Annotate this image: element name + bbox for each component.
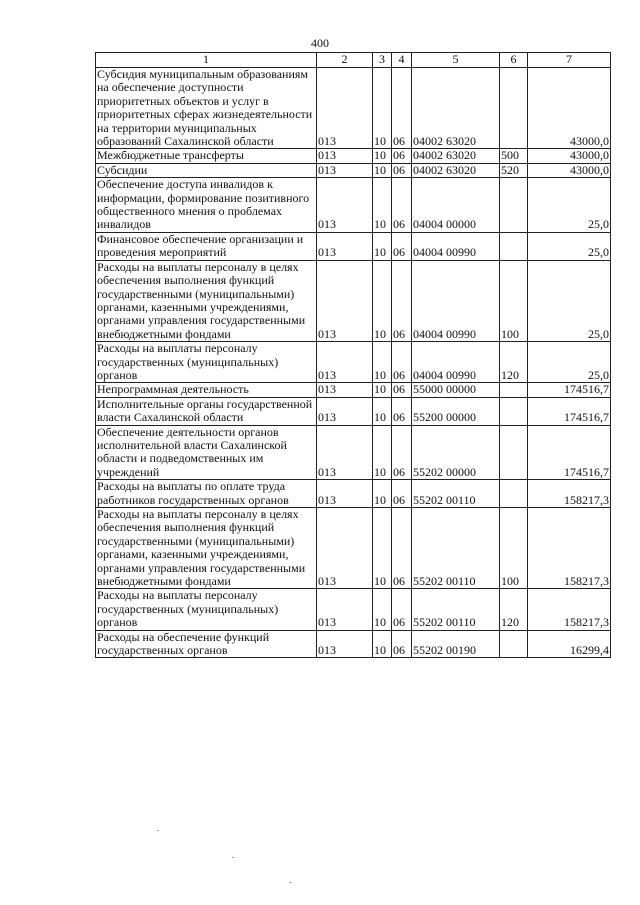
- table-row: [96, 149, 611, 163]
- column-header-expense-type: 6: [500, 53, 528, 68]
- table-row: [96, 178, 611, 233]
- row-section-cell: 10: [373, 383, 392, 397]
- row-department-code-cell: 013: [317, 68, 373, 149]
- row-section-cell: 10: [373, 178, 392, 233]
- column-header-amount: 7: [528, 53, 611, 68]
- row-department-code-cell: 013: [317, 589, 373, 630]
- row-subsection-cell: 06: [392, 178, 412, 233]
- row-name-cell: Непрограммная деятельность: [96, 383, 317, 397]
- row-target-article-cell: 55200 00000: [412, 397, 500, 425]
- row-amount-cell: 25,0: [528, 260, 611, 341]
- row-amount-cell: 174516,7: [528, 383, 611, 397]
- table-row: [96, 630, 611, 658]
- row-name-cell: Расходы на выплаты персоналу государственных (муниципальных) органов: [96, 589, 317, 630]
- table-header-row: [96, 53, 611, 68]
- table-row: [96, 425, 611, 480]
- row-department-code-cell: 013: [317, 342, 373, 383]
- row-subsection-cell: 06: [392, 480, 412, 508]
- row-name-cell: Исполнительные органы государственной власти Сахалинской области: [96, 397, 317, 425]
- row-name-cell: Субсидии: [96, 163, 317, 177]
- scan-speck: [289, 882, 291, 883]
- row-expense-type-cell: 120: [500, 589, 528, 630]
- row-subsection-cell: 06: [392, 342, 412, 383]
- column-header-target-article: 5: [412, 53, 500, 68]
- row-expense-type-cell: [500, 480, 528, 508]
- row-expense-type-cell: 100: [500, 260, 528, 341]
- budget-table: [95, 52, 611, 658]
- column-header-section: 3: [373, 53, 392, 68]
- row-amount-cell: 174516,7: [528, 425, 611, 480]
- row-department-code-cell: 013: [317, 508, 373, 589]
- row-subsection-cell: 06: [392, 589, 412, 630]
- row-section-cell: 10: [373, 232, 392, 260]
- page-number: 400: [311, 36, 329, 50]
- row-expense-type-cell: 500: [500, 149, 528, 163]
- row-department-code-cell: 013: [317, 630, 373, 658]
- row-amount-cell: 25,0: [528, 342, 611, 383]
- row-department-code-cell: 013: [317, 397, 373, 425]
- row-department-code-cell: 013: [317, 149, 373, 163]
- table-row: [96, 260, 611, 341]
- row-target-article-cell: 55202 00110: [412, 480, 500, 508]
- row-department-code-cell: 013: [317, 260, 373, 341]
- row-expense-type-cell: [500, 630, 528, 658]
- row-expense-type-cell: [500, 397, 528, 425]
- row-subsection-cell: 06: [392, 508, 412, 589]
- row-target-article-cell: 55202 00000: [412, 425, 500, 480]
- row-amount-cell: 43000,0: [528, 68, 611, 149]
- table-row: [96, 480, 611, 508]
- row-name-cell: Субсидия муниципальным образованиям на обеспечение доступности приоритетных объектов и услуг в приоритетных сферах жизнедеятельности на территории муниципальных образований Сахалинской области: [96, 68, 317, 149]
- table-row: [96, 232, 611, 260]
- row-target-article-cell: 04004 00990: [412, 260, 500, 341]
- row-target-article-cell: 04002 63020: [412, 68, 500, 149]
- row-section-cell: 10: [373, 589, 392, 630]
- scan-speck: [232, 857, 234, 858]
- table-body: [96, 68, 611, 658]
- row-name-cell: Расходы на выплаты по оплате труда работников государственных органов: [96, 480, 317, 508]
- row-subsection-cell: 06: [392, 68, 412, 149]
- row-expense-type-cell: 520: [500, 163, 528, 177]
- row-section-cell: 10: [373, 149, 392, 163]
- row-expense-type-cell: [500, 425, 528, 480]
- row-department-code-cell: 013: [317, 163, 373, 177]
- row-subsection-cell: 06: [392, 163, 412, 177]
- row-department-code-cell: 013: [317, 383, 373, 397]
- row-section-cell: 10: [373, 425, 392, 480]
- table-row: [96, 508, 611, 589]
- column-header-subsection: 4: [392, 53, 412, 68]
- row-section-cell: 10: [373, 163, 392, 177]
- row-subsection-cell: 06: [392, 260, 412, 341]
- row-expense-type-cell: 120: [500, 342, 528, 383]
- row-department-code-cell: 013: [317, 232, 373, 260]
- row-section-cell: 10: [373, 630, 392, 658]
- row-expense-type-cell: 100: [500, 508, 528, 589]
- table-row: [96, 68, 611, 149]
- row-name-cell: Межбюджетные трансферты: [96, 149, 317, 163]
- row-expense-type-cell: [500, 383, 528, 397]
- row-amount-cell: 43000,0: [528, 149, 611, 163]
- row-target-article-cell: 55202 00190: [412, 630, 500, 658]
- row-amount-cell: 25,0: [528, 178, 611, 233]
- row-subsection-cell: 06: [392, 232, 412, 260]
- table-row: [96, 383, 611, 397]
- row-subsection-cell: 06: [392, 149, 412, 163]
- row-amount-cell: 174516,7: [528, 397, 611, 425]
- row-amount-cell: 158217,3: [528, 589, 611, 630]
- row-section-cell: 10: [373, 260, 392, 341]
- row-department-code-cell: 013: [317, 480, 373, 508]
- row-name-cell: Финансовое обеспечение организации и проведения мероприятий: [96, 232, 317, 260]
- row-name-cell: Обеспечение доступа инвалидов к информации, формирование позитивного общественного мнения о проблемах инвалидов: [96, 178, 317, 233]
- row-expense-type-cell: [500, 68, 528, 149]
- row-name-cell: Расходы на обеспечение функций государственных органов: [96, 630, 317, 658]
- row-target-article-cell: 04002 63020: [412, 149, 500, 163]
- scan-speck: [157, 830, 159, 831]
- row-target-article-cell: 04004 00000: [412, 178, 500, 233]
- row-subsection-cell: 06: [392, 630, 412, 658]
- row-target-article-cell: 04004 00990: [412, 232, 500, 260]
- table-row: [96, 342, 611, 383]
- row-target-article-cell: 55202 00110: [412, 508, 500, 589]
- column-header-name: 1: [96, 53, 317, 68]
- row-name-cell: Расходы на выплаты персоналу в целях обеспечения выполнения функций государственными (муниципальными) органами, казенными учреждениями, органами управления государственными внебюджетными фондами: [96, 508, 317, 589]
- row-expense-type-cell: [500, 178, 528, 233]
- column-header-department: 2: [317, 53, 373, 68]
- row-subsection-cell: 06: [392, 383, 412, 397]
- table-row: [96, 589, 611, 630]
- row-amount-cell: 158217,3: [528, 508, 611, 589]
- row-section-cell: 10: [373, 342, 392, 383]
- row-department-code-cell: 013: [317, 178, 373, 233]
- table-row: [96, 397, 611, 425]
- row-expense-type-cell: [500, 232, 528, 260]
- row-section-cell: 10: [373, 397, 392, 425]
- row-amount-cell: 43000,0: [528, 163, 611, 177]
- row-subsection-cell: 06: [392, 425, 412, 480]
- row-target-article-cell: 04004 00990: [412, 342, 500, 383]
- row-name-cell: Расходы на выплаты персоналу государственных (муниципальных) органов: [96, 342, 317, 383]
- row-target-article-cell: 55000 00000: [412, 383, 500, 397]
- row-target-article-cell: 55202 00110: [412, 589, 500, 630]
- row-amount-cell: 16299,4: [528, 630, 611, 658]
- row-target-article-cell: 04002 63020: [412, 163, 500, 177]
- row-subsection-cell: 06: [392, 397, 412, 425]
- row-department-code-cell: 013: [317, 425, 373, 480]
- row-section-cell: 10: [373, 480, 392, 508]
- row-name-cell: Расходы на выплаты персоналу в целях обеспечения выполнения функций государственными (муниципальными) органами, казенными учреждениями, органами управления государственными внебюджетными фондами: [96, 260, 317, 341]
- row-section-cell: 10: [373, 508, 392, 589]
- row-name-cell: Обеспечение деятельности органов исполнительной власти Сахалинской области и подведомственных им учреждений: [96, 425, 317, 480]
- row-amount-cell: 158217,3: [528, 480, 611, 508]
- row-section-cell: 10: [373, 68, 392, 149]
- table-row: [96, 163, 611, 177]
- row-amount-cell: 25,0: [528, 232, 611, 260]
